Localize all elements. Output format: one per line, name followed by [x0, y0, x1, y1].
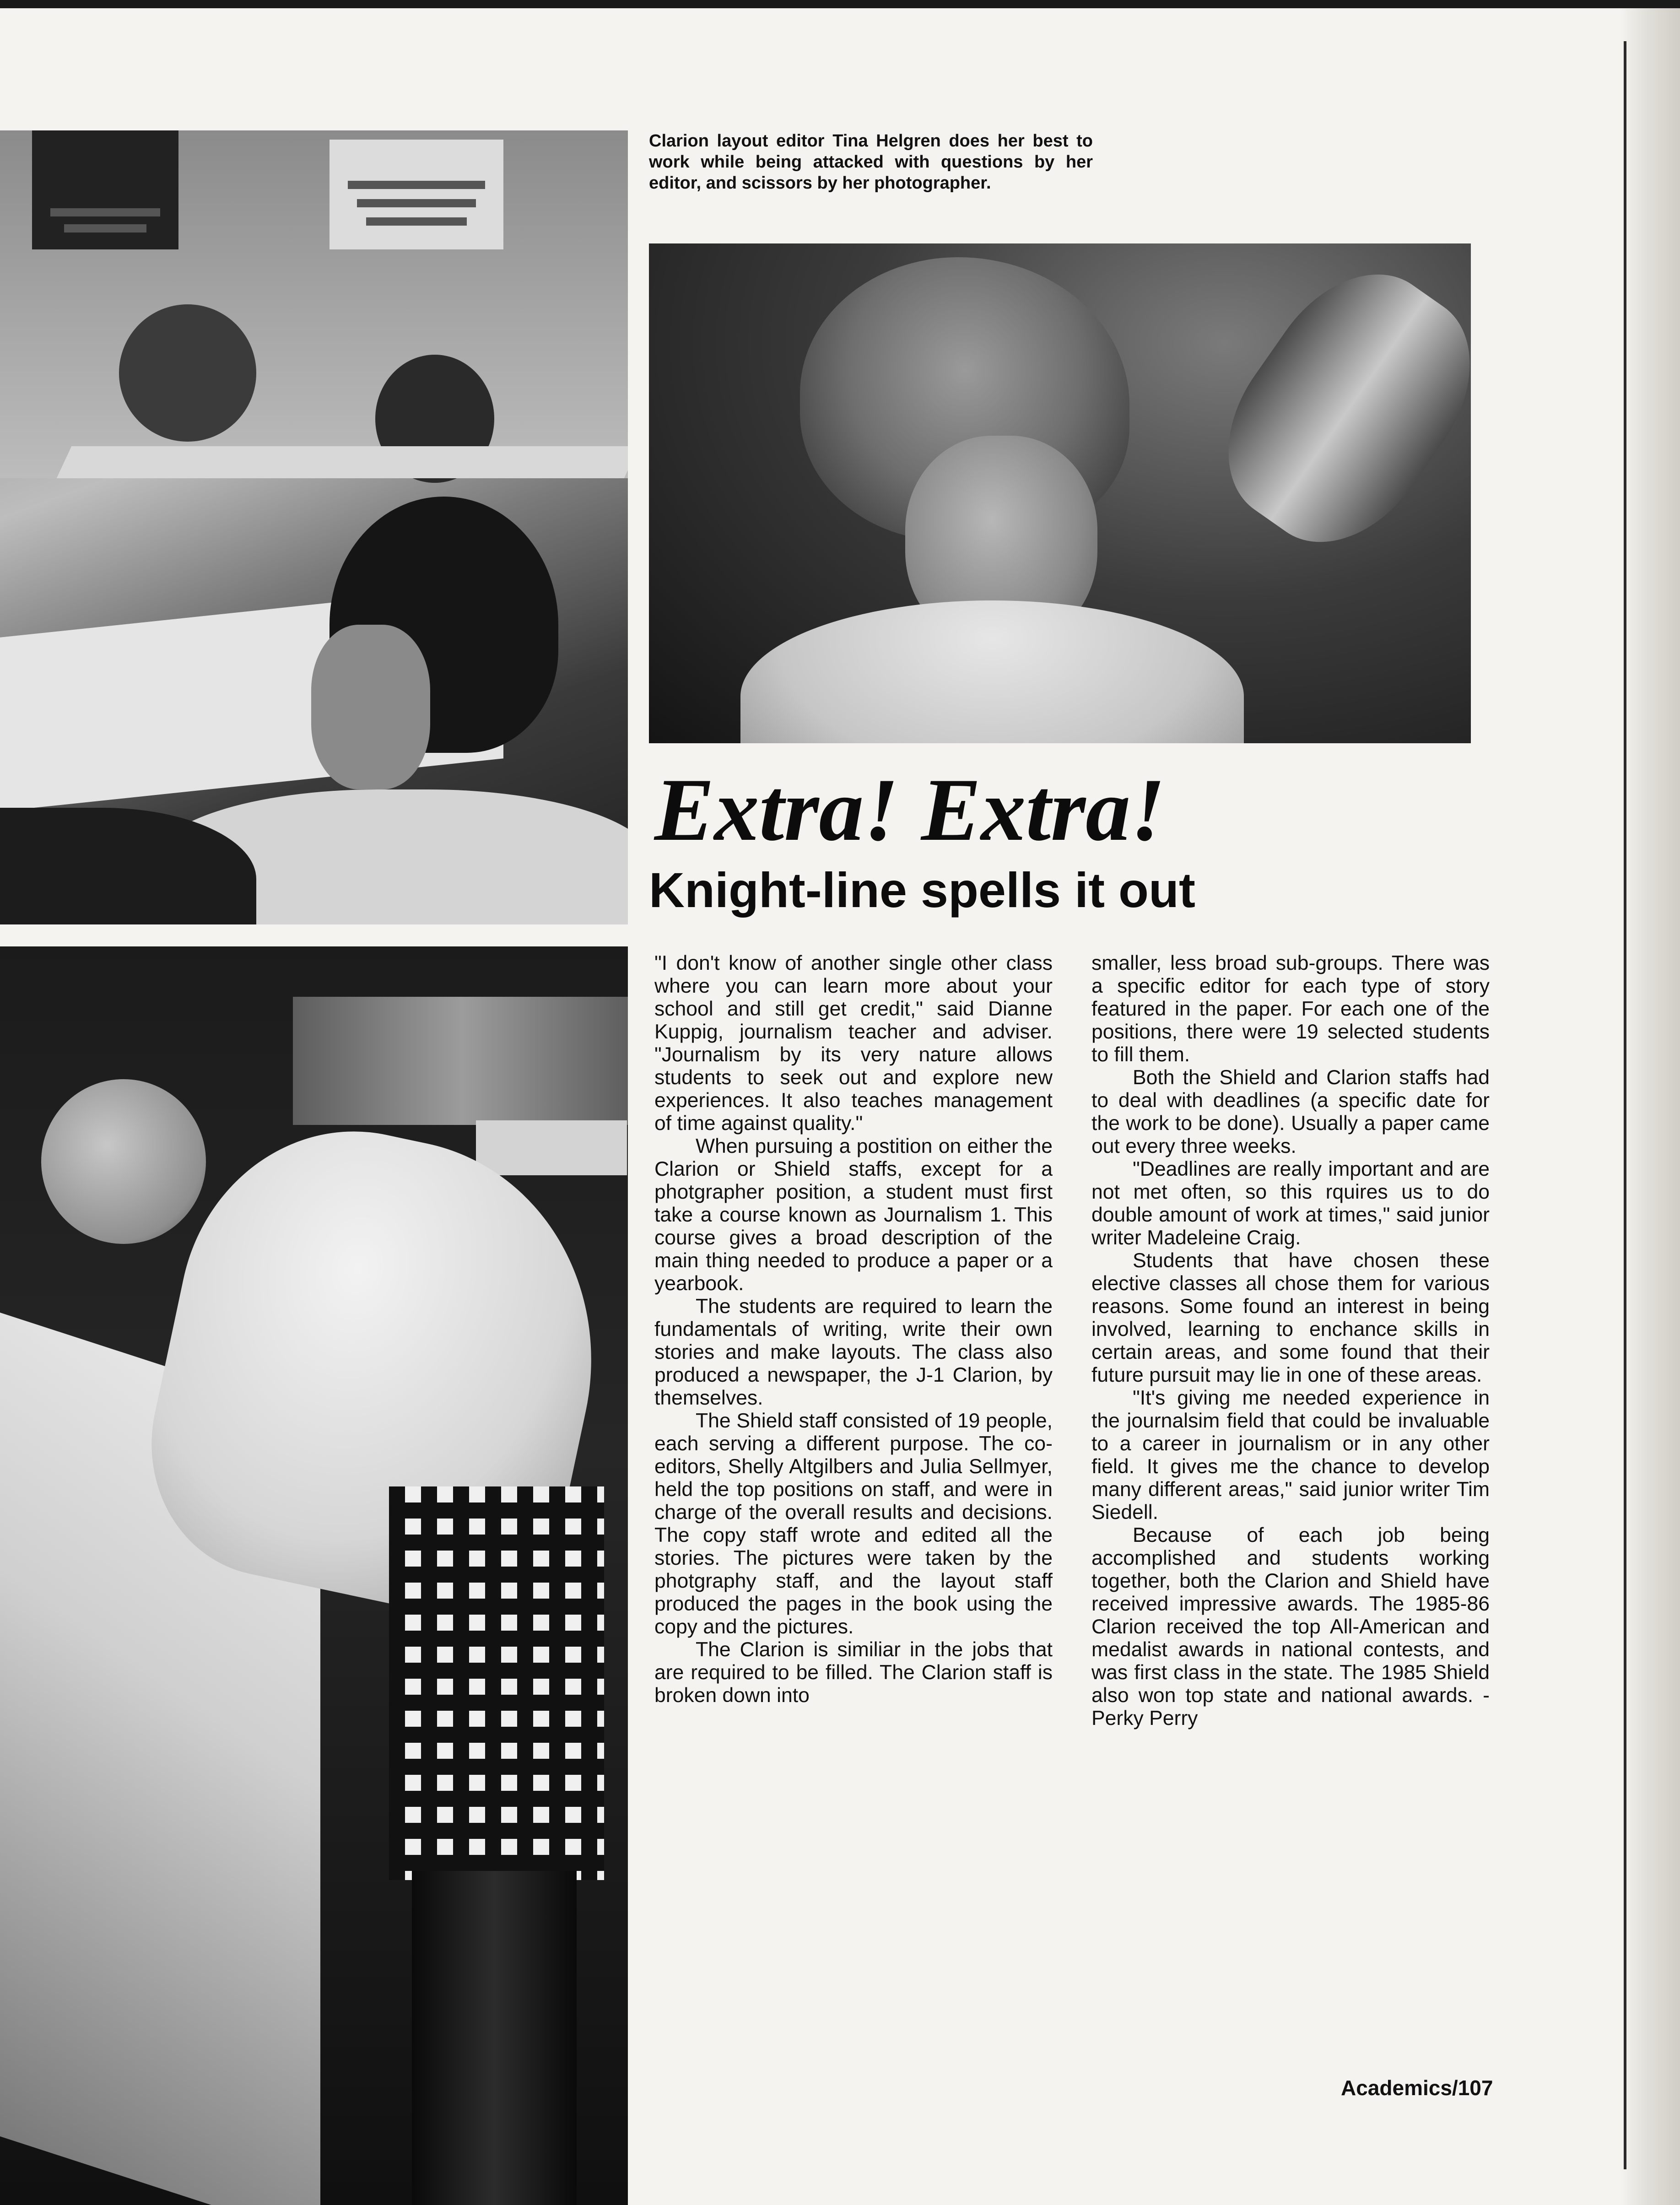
headline: Extra! Extra!: [654, 760, 1166, 859]
article-paragraph: "Deadlines are really important and are not met often, so this rquires us to do double amount of work at times," said junior writer Madeleine Craig.: [1091, 1158, 1490, 1249]
article-paragraph: Both the Shield and Clarion staffs had to deal with deadlines (a specific date for the work to be done). Usually a paper came out every three weeks.: [1091, 1066, 1490, 1157]
layout-editor-photo: [649, 243, 1471, 743]
subheadline: Knight-line spells it out: [649, 862, 1195, 918]
article-paragraph: The Shield staff consisted of 19 people, each serving a different purpose. The co-editors, Shelly Altgilbers and Julia Sellmyer, held the top positions on staff, and were in charge of the overall results and decisions. The copy staff wrote and edited all the stories. The pictures were taken by the photgraphy staff, and the layout staff produced the pages in the book using the copy and the pictures.: [654, 1410, 1053, 1638]
wall-poster: [32, 130, 178, 249]
classroom-photo: [0, 130, 628, 924]
binding-line: [1624, 41, 1626, 2169]
student-at-table-photo: [0, 946, 628, 2205]
article-column-right: [1091, 952, 1490, 1730]
photo-caption: Clarion layout editor Tina Helgren does her best to work while being attacked with questions by her editor, and scissors by her photographer.: [649, 131, 1093, 193]
article-paragraph: Students that have chosen these elective classes all chose them for various reasons. Some found an interest in being involved, learning to enchance skills in certain areas, and some found that their future pursuit may lie in one of these areas.: [1091, 1249, 1490, 1386]
article-paragraph: Because of each job being accomplished and students working together, both the Clarion and Shield have received impressive awards. The 1985-86 Clarion received the top All-American and medalist awards in national contests, and was first class in the state. The 1985 Shield also won top state and national awards. -Perky Perry: [1091, 1524, 1490, 1729]
article-paragraph: smaller, less broad sub-groups. There was a specific editor for each type of story featured in the paper. For each one of the positions, there were 19 selected students to fill them.: [1091, 952, 1490, 1066]
page-footer: Academics/107: [1341, 2076, 1493, 2100]
page-top-edge: [0, 0, 1680, 8]
article-paragraph: When pursuing a postition on either the Clarion or Shield staffs, except for a photgrapher position, a student must first take a course known as Journalism 1. This course gives a broad description of the main thing needed to produce a paper or a yearbook.: [654, 1135, 1053, 1295]
article-paragraph: The students are required to learn the fundamentals of writing, write their own stories and make layouts. The class also produced a newspaper, the J-1 Clarion, by themselves.: [654, 1295, 1053, 1409]
article-paragraph: "It's giving me needed experience in the journalsim field that could be invaluable to a career in journalism or in any other field. It gives me the chance to develop many different areas," said junior writer Tim Siedell.: [1091, 1387, 1490, 1524]
wall-poster: [330, 140, 503, 249]
article-paragraph: "I don't know of another single other class where you can learn more about your school and still get credit," said Dianne Kuppig, journalism teacher and adviser. "Journalism by its very nature allows students to seek out and explore new experiences. It also teaches management of time against quality.": [654, 952, 1053, 1135]
article-column-left: [654, 952, 1053, 1707]
page-right-edge: [1620, 8, 1680, 2205]
article-paragraph: The Clarion is similiar in the jobs that are required to be filled. The Clarion staff is broken down into: [654, 1638, 1053, 1707]
